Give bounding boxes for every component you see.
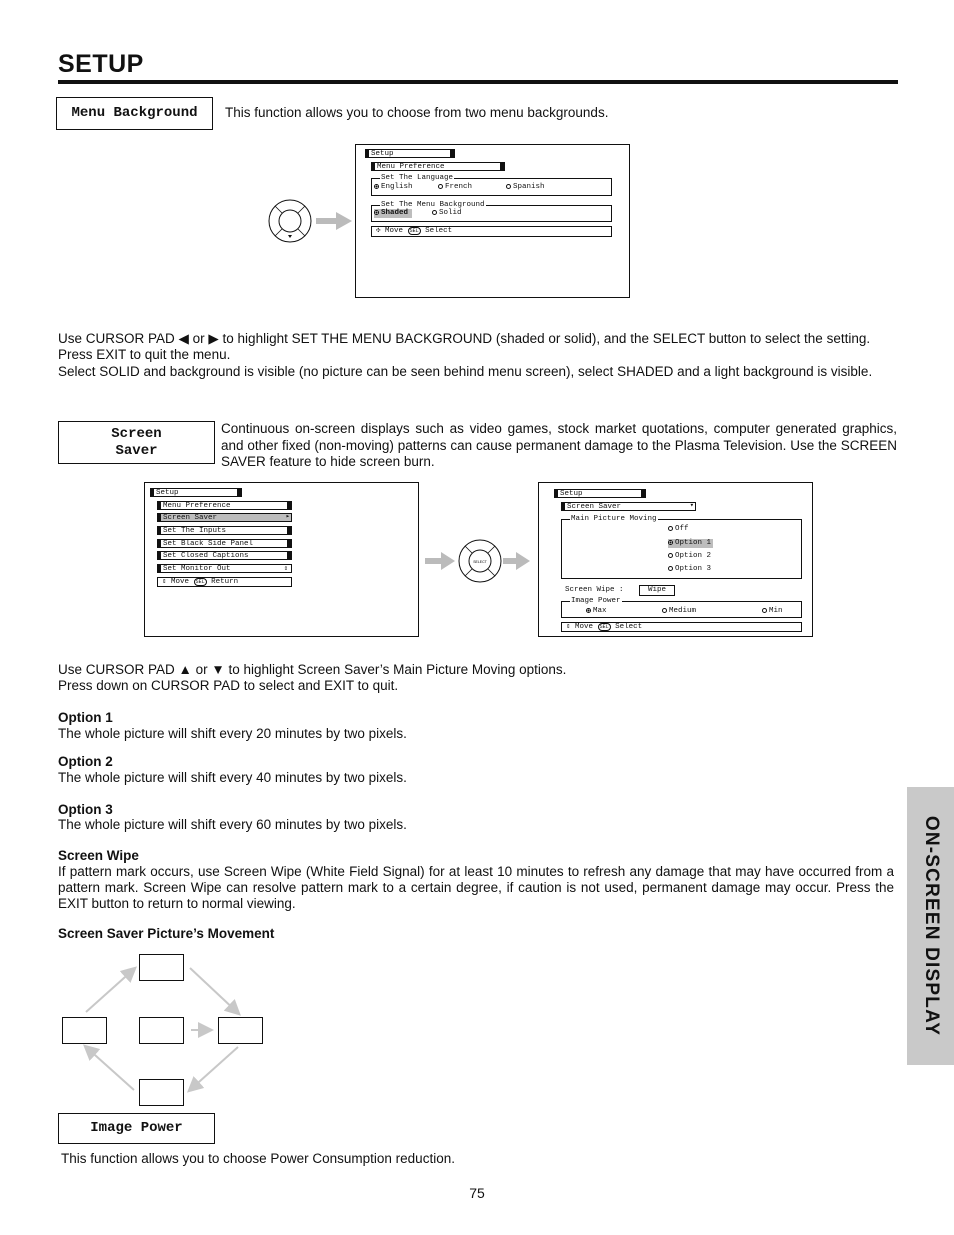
option1-text: The whole picture will shift every 20 minutes by two pixels. — [58, 726, 407, 741]
menu-background-label: Menu Background — [56, 97, 213, 130]
power-min-option[interactable]: Min — [762, 607, 783, 616]
moving-option-2[interactable]: Option 2 — [668, 552, 711, 561]
menu-background-instruction-2: Press EXIT to quit the menu. — [58, 347, 231, 362]
sel-button-icon: SEL — [599, 624, 609, 630]
position-bottom-box — [139, 1079, 184, 1106]
up-down-arrows-icon: ⇕ — [566, 623, 571, 631]
side-tab — [907, 787, 954, 1065]
setup-menu-osd — [144, 482, 419, 637]
picture-moving-group: Main Picture Moving Off Option 1 Option 2 Option 3 — [561, 519, 802, 579]
osd-footer: ✣ Move SEL Select — [371, 226, 612, 237]
page-number: 75 — [469, 1185, 485, 1201]
scroll-arrows-icon: ⇕ — [283, 565, 288, 573]
osd-submenu: Menu Preference — [371, 162, 505, 171]
moving-option-off[interactable]: Off — [668, 525, 689, 534]
language-french-option[interactable]: French — [438, 183, 472, 192]
radio-icon — [432, 210, 437, 215]
chevron-down-icon: ▾ — [689, 502, 694, 510]
radio-icon — [668, 566, 673, 571]
radio-selected-icon — [374, 210, 379, 215]
option2-title: Option 2 — [58, 754, 113, 769]
position-right-box — [218, 1017, 263, 1044]
title-rule — [58, 80, 898, 84]
menu-background-group: Set The Menu Background Shaded Solid — [371, 205, 612, 222]
position-center-box — [139, 1017, 184, 1044]
menu-item-closed-captions[interactable]: Set Closed Captions — [157, 551, 292, 560]
sel-button-icon: SEL — [195, 579, 205, 585]
osd-footer: ⇕ Move SEL Return — [157, 577, 292, 587]
osd-footer: ⇕ Move SEL Select — [561, 622, 802, 632]
option3-title: Option 3 — [58, 802, 113, 817]
sel-button-icon: SEL — [409, 228, 419, 234]
cursor-pad-icon — [266, 199, 356, 244]
menu-item-set-inputs[interactable]: Set The Inputs — [157, 526, 292, 535]
radio-icon — [662, 608, 667, 613]
menu-item-screen-saver[interactable]: Screen Saver ▸ — [157, 513, 292, 522]
osd-header: Setup — [365, 149, 455, 158]
menu-background-instruction-3: Select SOLID and background is visible (no picture can be seen behind menu screen), select SHADED and a light background is visible. — [58, 364, 873, 379]
position-top-box — [139, 954, 184, 981]
radio-icon — [506, 184, 511, 189]
option1-title: Option 1 — [58, 710, 113, 725]
menu-preference-osd — [355, 144, 630, 298]
move-arrows-icon: ✣ — [376, 227, 381, 235]
language-spanish-option[interactable]: Spanish — [506, 183, 545, 192]
power-max-option[interactable]: Max — [586, 607, 607, 616]
background-solid-option[interactable]: Solid — [432, 209, 462, 218]
screen-saver-instruction-1: Use CURSOR PAD ▲ or ▼ to highlight Screen Saver’s Main Picture Moving options. — [58, 662, 567, 677]
select-button-label: SELECT — [473, 560, 487, 564]
radio-selected-icon — [586, 608, 591, 613]
background-shaded-option[interactable]: Shaded — [374, 209, 412, 218]
image-power-group: Image Power Max Medium Min — [561, 601, 802, 618]
osd-header: Setup — [150, 488, 242, 497]
menu-item-black-side-panel[interactable]: Set Black Side Panel — [157, 539, 292, 548]
arrow-right-icon: ▸ — [285, 513, 290, 521]
radio-icon — [668, 553, 673, 558]
radio-selected-icon — [374, 184, 379, 189]
image-power-label: Image Power — [58, 1113, 215, 1144]
screen-saver-osd — [538, 482, 813, 637]
screen-wipe-label: Screen Wipe : — [565, 586, 624, 594]
radio-icon — [668, 526, 673, 531]
osd-submenu: Screen Saver ▾ — [561, 502, 696, 511]
screen-saver-intro: Continuous on-screen displays such as video games, stock market quotations, computer generated graphics, and other fixed (non-moving) patterns can cause permanent damage to the Plasma Television. Use the SCREEN SAVER feature to hide screen burn. — [221, 421, 897, 469]
screen-saver-label: Screen Saver — [58, 421, 215, 464]
side-tab-label: ON-SCREEN DISPLAY — [920, 815, 942, 1037]
screen-wipe-button[interactable]: Wipe — [639, 585, 675, 596]
power-medium-option[interactable]: Medium — [662, 607, 696, 616]
moving-option-1[interactable]: Option 1 — [668, 539, 713, 548]
screen-wipe-text: If pattern mark occurs, use Screen Wipe (White Field Signal) for at least 10 minutes to refresh any damage that may have occurred from a pattern mark. Screen Wipe can resolve pattern mark to a certain degree, if caution is not used, permanent damage may occur. Press the EXIT button to return to normal viewing. — [58, 864, 894, 911]
screen-saver-instruction-2: Press down on CURSOR PAD to select and EXIT to quit. — [58, 678, 399, 693]
menu-background-intro: This function allows you to choose from two menu backgrounds. — [225, 105, 609, 120]
screen-wipe-title: Screen Wipe — [58, 848, 139, 863]
movement-title: Screen Saver Picture’s Movement — [58, 926, 275, 941]
position-left-box — [62, 1017, 107, 1044]
movement-diagram — [58, 952, 268, 1107]
radio-icon — [762, 608, 767, 613]
option2-text: The whole picture will shift every 40 minutes by two pixels. — [58, 770, 407, 785]
language-english-option[interactable]: English — [374, 183, 413, 192]
menu-item-menu-preference[interactable]: Menu Preference — [157, 501, 292, 510]
page-title: SETUP — [58, 50, 144, 78]
moving-option-3[interactable]: Option 3 — [668, 565, 711, 574]
image-power-intro: This function allows you to choose Power Consumption reduction. — [61, 1151, 455, 1166]
up-down-arrows-icon: ⇕ — [162, 578, 167, 586]
select-cursor-pad-icon — [424, 538, 534, 586]
menu-background-instruction-1: Use CURSOR PAD ◀ or ▶ to highlight SET THE MENU BACKGROUND (shaded or solid), and the SELECT button to select the setting. — [58, 331, 871, 346]
osd-header: Setup — [554, 489, 646, 498]
language-group: Set The Language English French Spanish — [371, 178, 612, 196]
radio-selected-icon — [668, 540, 673, 545]
option3-text: The whole picture will shift every 60 minutes by two pixels. — [58, 817, 407, 832]
radio-icon — [438, 184, 443, 189]
menu-item-monitor-out[interactable]: Set Monitor Out ⇕ — [157, 564, 292, 573]
